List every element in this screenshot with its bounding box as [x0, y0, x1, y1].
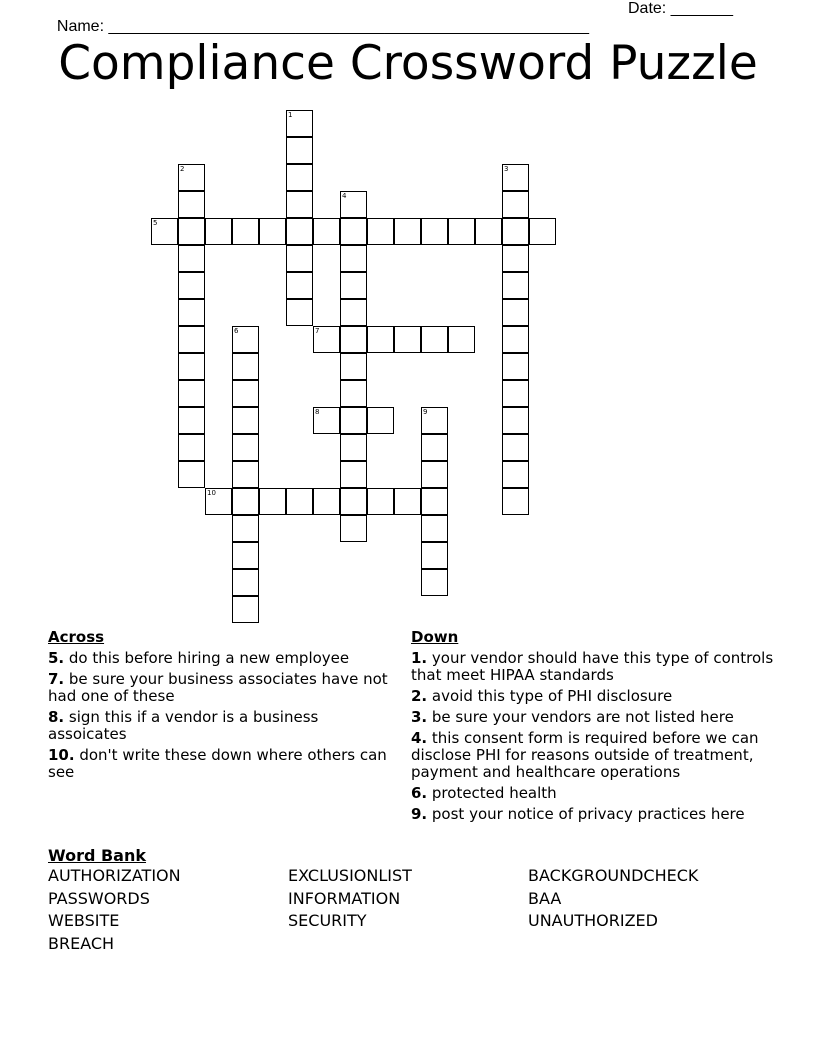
grid-cell[interactable] [502, 353, 529, 380]
grid-cell[interactable] [232, 326, 259, 353]
page-title: Compliance Crossword Puzzle [58, 36, 758, 91]
grid-cell[interactable] [502, 380, 529, 407]
cell-number: 6 [234, 327, 239, 335]
clue-number: 3. [411, 708, 428, 726]
grid-cell[interactable] [232, 218, 259, 245]
grid-cell[interactable] [178, 353, 205, 380]
clue-number: 4. [411, 729, 428, 747]
grid-cell[interactable] [286, 488, 313, 515]
cell-number: 7 [315, 327, 320, 335]
word-bank-item: PASSWORDS [48, 888, 150, 908]
grid-cell[interactable] [286, 137, 313, 164]
grid-cell[interactable] [232, 596, 259, 623]
grid-cell[interactable] [340, 272, 367, 299]
grid-cell[interactable] [232, 380, 259, 407]
word-bank-item: UNAUTHORIZED [528, 911, 658, 930]
grid-cell[interactable] [502, 407, 529, 434]
clue-number: 7. [48, 670, 65, 688]
cell-number: 8 [315, 408, 320, 416]
grid-cell[interactable] [421, 218, 448, 245]
clue-number: 2. [411, 687, 428, 705]
grid-cell[interactable] [340, 434, 367, 461]
down-heading: Down [411, 628, 459, 646]
grid-cell[interactable] [448, 218, 475, 245]
grid-cell[interactable] [286, 191, 313, 218]
grid-cell[interactable] [178, 407, 205, 434]
clue-number: 1. [411, 649, 428, 667]
grid-cell[interactable] [502, 488, 529, 515]
word-bank-item: INFORMATION [288, 888, 401, 908]
grid-cell[interactable] [502, 245, 529, 272]
clue-text: this consent form is required before we can disclose PHI for reasons outside of treatment, payment and healthcare operations [411, 729, 759, 781]
word-bank-item: BAA [528, 888, 562, 908]
grid-cell[interactable] [313, 407, 340, 434]
grid-cell[interactable] [502, 164, 529, 191]
cell-number: 2 [180, 165, 185, 173]
cell-number: 3 [504, 165, 509, 173]
grid-cell[interactable] [232, 434, 259, 461]
across-clue [48, 650, 393, 667]
grid-cell[interactable] [367, 407, 394, 434]
word-bank-item: BACKGROUNDCHECK [528, 866, 699, 885]
clue-text: do this before hiring a new employee [64, 649, 350, 667]
word-bank-item: BREACH [48, 933, 115, 953]
grid-cell[interactable] [286, 110, 313, 137]
grid-cell[interactable] [205, 488, 232, 515]
grid-cell[interactable] [421, 326, 448, 353]
clue-number: 10. [48, 746, 75, 764]
down-clue [411, 785, 781, 802]
clue-text: be sure your business associates have not had one of these [48, 670, 388, 705]
clue-text: your vendor should have this type of controls that meet HIPAA standards [411, 649, 774, 684]
down-clue [411, 709, 781, 726]
grid-cell[interactable] [232, 353, 259, 380]
grid-cell[interactable] [178, 191, 205, 218]
grid-cell[interactable] [340, 191, 367, 218]
grid-cell[interactable] [286, 218, 313, 245]
grid-cell[interactable] [367, 326, 394, 353]
grid-cell[interactable] [178, 380, 205, 407]
word-bank [48, 846, 788, 953]
grid-cell[interactable] [448, 326, 475, 353]
grid-cell[interactable] [394, 326, 421, 353]
grid-cell[interactable] [421, 569, 448, 596]
grid-cell[interactable] [205, 218, 232, 245]
word-bank-item: EXCLUSIONLIST [288, 866, 412, 885]
date-field-label[interactable]: Date: _______ [628, 0, 733, 17]
grid-cell[interactable] [367, 488, 394, 515]
grid-cell[interactable] [340, 353, 367, 380]
grid-cell[interactable] [286, 299, 313, 326]
grid-cell[interactable] [502, 326, 529, 353]
cell-number: 4 [342, 192, 347, 200]
word-bank-item: AUTHORIZATION [48, 866, 181, 885]
grid-cell[interactable] [178, 218, 205, 245]
grid-cell[interactable] [421, 461, 448, 488]
cell-number: 10 [207, 489, 216, 497]
grid-cell[interactable] [394, 488, 421, 515]
across-heading: Across [48, 628, 105, 646]
grid-cell[interactable] [178, 434, 205, 461]
word-bank-item: WEBSITE [48, 911, 120, 930]
grid-cell[interactable] [178, 461, 205, 488]
grid-cell[interactable] [178, 326, 205, 353]
grid-cell[interactable] [502, 461, 529, 488]
grid-cell[interactable] [259, 488, 286, 515]
grid-cell[interactable] [502, 434, 529, 461]
grid-cell[interactable] [340, 461, 367, 488]
grid-cell[interactable] [340, 326, 367, 353]
grid-cell[interactable] [232, 542, 259, 569]
grid-cell[interactable] [421, 488, 448, 515]
grid-cell[interactable] [286, 245, 313, 272]
cell-number: 5 [153, 219, 158, 227]
cell-number: 1 [288, 111, 293, 119]
clue-number: 6. [411, 784, 428, 802]
grid-cell[interactable] [340, 515, 367, 542]
grid-cell[interactable] [178, 245, 205, 272]
cell-number: 9 [423, 408, 428, 416]
word-bank-title: Word Bank [48, 846, 147, 865]
grid-cell[interactable] [340, 407, 367, 434]
across-clue [48, 747, 393, 781]
grid-cell[interactable] [502, 218, 529, 245]
grid-cell[interactable] [340, 380, 367, 407]
clue-text: be sure your vendors are not listed here [427, 708, 734, 726]
grid-cell[interactable] [502, 272, 529, 299]
grid-cell[interactable] [232, 407, 259, 434]
grid-cell[interactable] [178, 272, 205, 299]
grid-cell[interactable] [367, 218, 394, 245]
clue-text: protected health [427, 784, 557, 802]
grid-cell[interactable] [340, 218, 367, 245]
grid-cell[interactable] [421, 407, 448, 434]
grid-cell[interactable] [421, 515, 448, 542]
grid-cell[interactable] [340, 299, 367, 326]
clue-number: 8. [48, 708, 65, 726]
clue-text: sign this if a vendor is a business assoicates [48, 708, 319, 743]
grid-cell[interactable] [232, 461, 259, 488]
grid-cell[interactable] [232, 515, 259, 542]
clue-number: 5. [48, 649, 65, 667]
down-clue [411, 688, 781, 705]
grid-cell[interactable] [232, 569, 259, 596]
grid-cell[interactable] [502, 191, 529, 218]
grid-cell[interactable] [286, 164, 313, 191]
grid-cell[interactable] [421, 542, 448, 569]
clue-text: post your notice of privacy practices here [427, 805, 745, 823]
grid-cell[interactable] [502, 299, 529, 326]
across-clues [48, 629, 393, 785]
grid-cell[interactable] [529, 218, 556, 245]
grid-cell[interactable] [313, 326, 340, 353]
clue-text: avoid this type of PHI disclosure [427, 687, 673, 705]
word-bank-item: SECURITY [288, 911, 367, 930]
grid-cell[interactable] [286, 272, 313, 299]
down-clue [411, 650, 781, 684]
clue-text: don't write these down where others can see [48, 746, 387, 781]
grid-cell[interactable] [394, 218, 421, 245]
grid-cell[interactable] [178, 299, 205, 326]
name-field-label[interactable]: Name: ______________________________________________________ [56, 18, 589, 35]
grid-cell[interactable] [475, 218, 502, 245]
across-clue [48, 709, 393, 743]
across-clue [48, 671, 393, 705]
down-clues [411, 629, 781, 827]
clue-number: 9. [411, 805, 428, 823]
grid-cell[interactable] [151, 218, 178, 245]
grid-cell[interactable] [340, 245, 367, 272]
grid-cell[interactable] [421, 434, 448, 461]
grid-cell[interactable] [340, 488, 367, 515]
grid-cell[interactable] [178, 164, 205, 191]
down-clue [411, 730, 781, 781]
grid-cell[interactable] [232, 488, 259, 515]
grid-cell[interactable] [313, 488, 340, 515]
grid-cell[interactable] [313, 218, 340, 245]
grid-cell[interactable] [259, 218, 286, 245]
down-clue [411, 806, 781, 823]
